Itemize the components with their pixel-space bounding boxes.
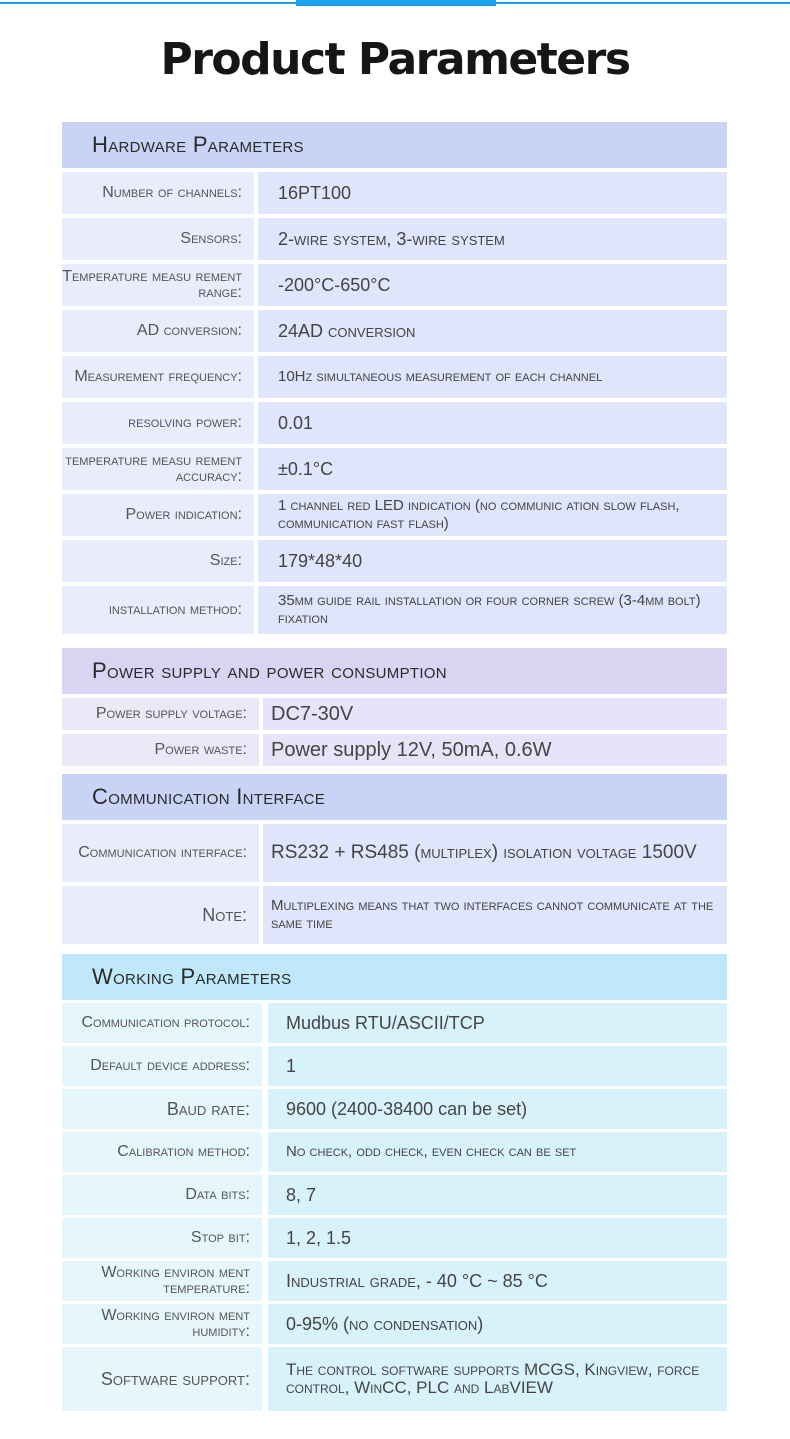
param-label: installation method: [62, 586, 254, 634]
param-label: Working environ ment temperature: [62, 1261, 262, 1301]
param-value: 2-wire system, 3-wire system [258, 218, 727, 260]
param-label: Communication interface: [62, 824, 259, 882]
page-title: Product Parameters [160, 34, 630, 85]
param-value: RS232 + RS485 (multiplex) isolation voltage 1500V [263, 824, 727, 882]
param-row-accuracy [62, 448, 727, 490]
param-value: 10Hz simultaneous measurement of each channel [258, 356, 727, 398]
param-value: 1, 2, 1.5 [268, 1218, 727, 1258]
param-value: 0-95% (no condensation) [268, 1304, 727, 1344]
param-row-temp-range [62, 264, 727, 306]
param-value: 0.01 [258, 402, 727, 444]
param-row-calibration [62, 1132, 727, 1172]
param-value: DC7-30V [263, 698, 727, 730]
param-label: Power waste: [62, 734, 259, 766]
communication-interface-section [62, 774, 727, 944]
param-value: 1 channel red LED indication (no communic ation slow flash, communication fast flash) [258, 494, 727, 536]
param-label: Baud rate: [62, 1089, 262, 1129]
param-row-protocol [62, 1003, 727, 1043]
hardware-parameters-section [62, 122, 727, 634]
param-row-power-indication [62, 494, 727, 536]
param-value: 179*48*40 [258, 540, 727, 582]
working-parameters-section [62, 954, 727, 1411]
param-value: No check, odd check, even check can be set [268, 1132, 727, 1172]
param-row-ad-conversion [62, 310, 727, 352]
param-value: 16PT100 [258, 172, 727, 214]
param-row-stop-bit [62, 1218, 727, 1258]
param-row-work-temperature [62, 1261, 727, 1301]
param-label: Note: [62, 886, 259, 944]
param-row-comm-interface [62, 824, 727, 882]
param-label: Size: [62, 540, 254, 582]
param-label: Data bits: [62, 1175, 262, 1215]
param-row-work-humidity [62, 1304, 727, 1344]
param-row-size [62, 540, 727, 582]
param-row-baud-rate [62, 1089, 727, 1129]
communication-interface-heading: Communication Interface [62, 774, 727, 820]
power-supply-heading: Power supply and power consumption [62, 648, 727, 694]
param-row-installation [62, 586, 727, 634]
param-row-resolving-power [62, 402, 727, 444]
param-label: AD conversion: [62, 310, 254, 352]
param-row-data-bits [62, 1175, 727, 1215]
param-value: 8, 7 [268, 1175, 727, 1215]
param-row-frequency [62, 356, 727, 398]
param-label: temperature measu rement accuracy: [62, 448, 254, 490]
param-label: Measurement frequency: [62, 356, 254, 398]
param-row-supply-voltage [62, 698, 727, 730]
param-value: 35mm guide rail installation or four corner screw (3-4mm bolt) fixation [258, 586, 727, 634]
param-row-channels [62, 172, 727, 214]
param-value: 1 [268, 1046, 727, 1086]
param-value: -200°C-650°C [258, 264, 727, 306]
param-row-power-waste [62, 734, 727, 766]
param-row-device-address [62, 1046, 727, 1086]
param-label: resolving power: [62, 402, 254, 444]
working-parameters-heading: Working Parameters [62, 954, 727, 1000]
param-label: Number of channels: [62, 172, 254, 214]
param-row-software-support [62, 1347, 727, 1411]
param-label: Stop bit: [62, 1218, 262, 1258]
power-supply-section [62, 648, 727, 766]
param-value: Industrial grade, - 40 °C ~ 85 °C [268, 1261, 727, 1301]
param-label: Temperature measu rement range: [62, 264, 254, 306]
param-value: Multiplexing means that two interfaces cannot communicate at the same time [263, 886, 727, 944]
param-value: Mudbus RTU/ASCII/TCP [268, 1003, 727, 1043]
param-value: The control software supports MCGS, Kingview, force control, WinCC, PLC and LabVIEW [268, 1347, 727, 1411]
param-label: Sensors: [62, 218, 254, 260]
hardware-parameters-heading: Hardware Parameters [62, 122, 727, 168]
param-row-sensors [62, 218, 727, 260]
param-label: Power supply voltage: [62, 698, 259, 730]
param-value: Power supply 12V, 50mA, 0.6W [263, 734, 727, 766]
param-value: ±0.1°C [258, 448, 727, 490]
param-value: 9600 (2400-38400 can be set) [268, 1089, 727, 1129]
param-row-note [62, 886, 727, 944]
param-label: Software support: [62, 1347, 262, 1411]
top-accent-tab [296, 0, 496, 6]
param-label: Communication protocol: [62, 1003, 262, 1043]
param-value: 24AD conversion [258, 310, 727, 352]
param-label: Working environ ment humidity: [62, 1304, 262, 1344]
param-label: Power indication: [62, 494, 254, 536]
param-label: Default device address: [62, 1046, 262, 1086]
param-label: Calibration method: [62, 1132, 262, 1172]
